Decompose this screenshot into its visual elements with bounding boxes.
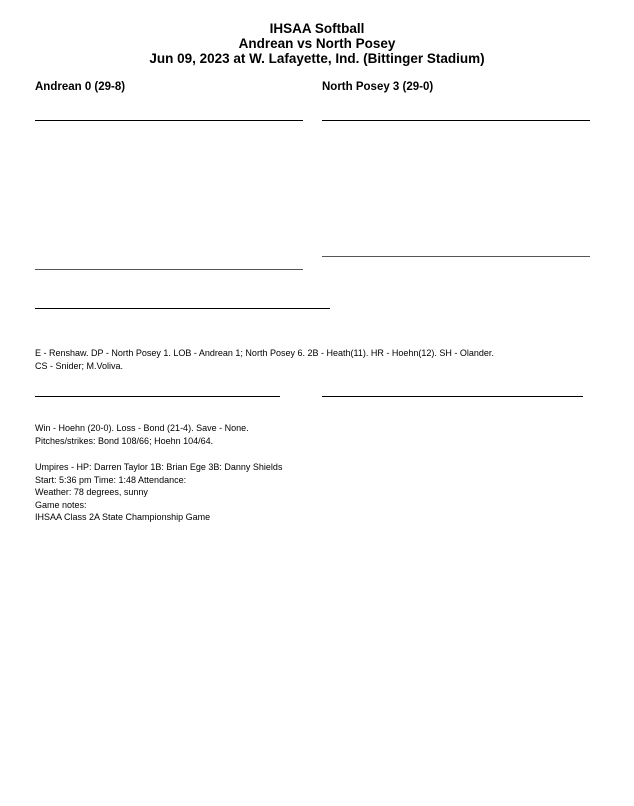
linescore-rule (35, 308, 330, 309)
away-team-heading: Andrean 0 (29-8) (35, 81, 126, 93)
start-time-line: Start: 5:36 pm Time: 1:48 Attendance: (35, 475, 187, 485)
pitches-strikes-line: Pitches/strikes: Bond 108/66; Hoehn 104/64. (35, 436, 214, 446)
home-pitching-rule (322, 396, 583, 397)
game-notes-line-1: E - Renshaw. DP - North Posey 1. LOB - Andrean 1; North Posey 6. 2B - Heath(11). HR - Hoehn(12). SH - Olander. (35, 348, 494, 358)
away-header-rule (35, 120, 303, 121)
umpires-line: Umpires - HP: Darren Taylor 1B: Brian Ege 3B: Danny Shields (35, 462, 283, 472)
home-totals-rule (322, 256, 590, 257)
matchup-title: Andrean vs North Posey (238, 36, 396, 51)
home-header-rule (322, 120, 590, 121)
weather-line: Weather: 78 degrees, sunny (35, 487, 148, 497)
decisions-line: Win - Hoehn (20-0). Loss - Bond (21-4). Save - None. (35, 423, 249, 433)
game-notes-line-2: CS - Snider; M.Voliva. (35, 361, 124, 371)
report-title: IHSAA Softball (269, 21, 365, 36)
away-pitching-rule (35, 396, 280, 397)
away-totals-rule (35, 269, 303, 270)
date-venue: Jun 09, 2023 at W. Lafayette, Ind. (Bittinger Stadium) (149, 51, 485, 66)
home-team-heading: North Posey 3 (29-0) (322, 81, 434, 93)
game-note: IHSAA Class 2A State Championship Game (35, 512, 211, 522)
game-notes-label: Game notes: (35, 500, 87, 510)
